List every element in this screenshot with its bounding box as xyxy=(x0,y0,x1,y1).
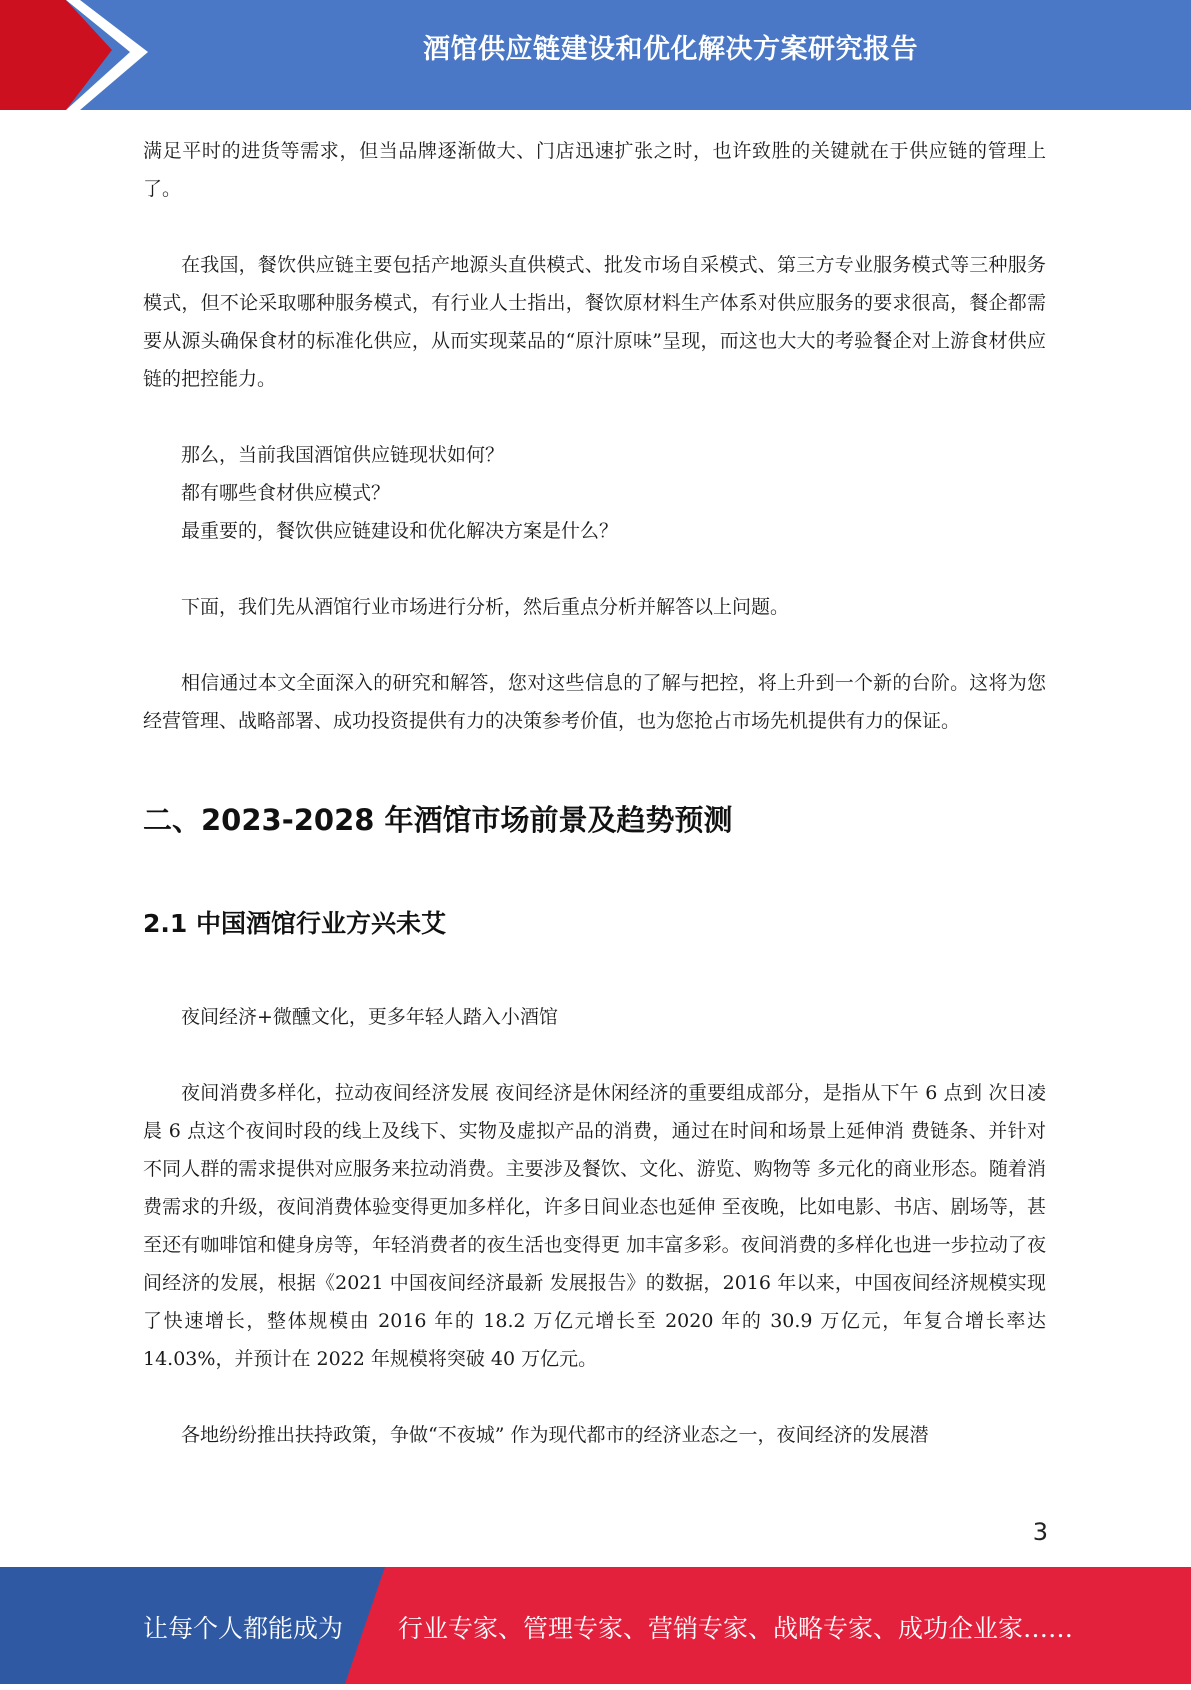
page-content xyxy=(143,132,1046,1454)
paragraph: 在我国，餐饮供应链主要包括产地源头直供模式、批发市场自采模式、第三方专业服务模式等三种服务模式，但不论采取哪种服务模式，有行业人士指出，餐饮原材料生产体系对供应服务的要求很高，餐企都需要从源头确保食材的标准化供应，从而实现菜品的“原汁原味”呈现，而这也大大的考验餐企对上游食材供应链的把控能力。 xyxy=(143,254,1046,390)
subsection-heading: 2.1 中国酒馆行业方兴未艾 xyxy=(143,909,446,938)
paragraph: 下面，我们先从酒馆行业市场进行分析，然后重点分析并解答以上问题。 xyxy=(181,596,790,618)
report-title: 酒馆供应链建设和优化解决方案研究报告 xyxy=(423,34,918,65)
section-heading: 二、2023-2028 年酒馆市场前景及趋势预测 xyxy=(143,803,733,837)
page-footer xyxy=(0,1567,1191,1684)
footer-slogan-left: 让每个人都能成为 xyxy=(143,1614,344,1643)
paragraph: 夜间消费多样化，拉动夜间经济发展 夜间经济是休闲经济的重要组成部分，是指从下午 6 点到 次日凌晨 6 点这个夜间时段的线上及线下、实物及虚拟产品的消费，通过在时间和场景上延伸消 费链条、并针对不同人群的需求提供对应服务来拉动消费。主要涉及餐饮、文化、游览、购物等 多元化的商业形态。随着消费需求的升级，夜间消费体验变得更加多样化，许多日间业态也延伸 至夜晚，比如电影、书店、剧场等，甚至还有咖啡馆和健身房等，年轻消费者的夜生活也变得更 加丰富多彩。夜间消费的多样化也进一步拉动了夜间经济的发展，根据《2021 中国夜间经济最新 发展报告》的数据，2016 年以来，中国夜间经济规模实现了快速增长，整体规模由 2016 年的 18.2 万亿元增长至 2020 年的 30.9 万亿元，年复合增长率达 14.03%，并预计在 2022 年规模将突破 40 万亿元。 xyxy=(143,1082,1046,1370)
footer-slogan-right: 行业专家、管理专家、营销专家、战略专家、成功企业家…… xyxy=(398,1614,1074,1643)
paragraph: 夜间经济+微醺文化，更多年轻人踏入小酒馆 xyxy=(181,1006,558,1028)
paragraph: 各地纷纷推出扶持政策，争做“不夜城” 作为现代都市的经济业态之一，夜间经济的发展潜 xyxy=(181,1424,929,1446)
paragraph: 满足平时的进货等需求，但当品牌逐渐做大、门店迅速扩张之时，也许致胜的关键就在于供应链的管理上了。 xyxy=(143,140,1046,200)
question-line: 那么，当前我国酒馆供应链现状如何？ xyxy=(181,444,505,466)
page-number: 3 xyxy=(1032,1518,1048,1546)
question-line: 最重要的，餐饮供应链建设和优化解决方案是什么？ xyxy=(181,520,619,542)
question-line: 都有哪些食材供应模式？ xyxy=(181,482,391,504)
page-header xyxy=(0,0,1191,110)
paragraph: 相信通过本文全面深入的研究和解答，您对这些信息的了解与把控，将上升到一个新的台阶。这将为您经营管理、战略部署、成功投资提供有力的决策参考价值，也为您抢占市场先机提供有力的保证。 xyxy=(143,672,1046,732)
